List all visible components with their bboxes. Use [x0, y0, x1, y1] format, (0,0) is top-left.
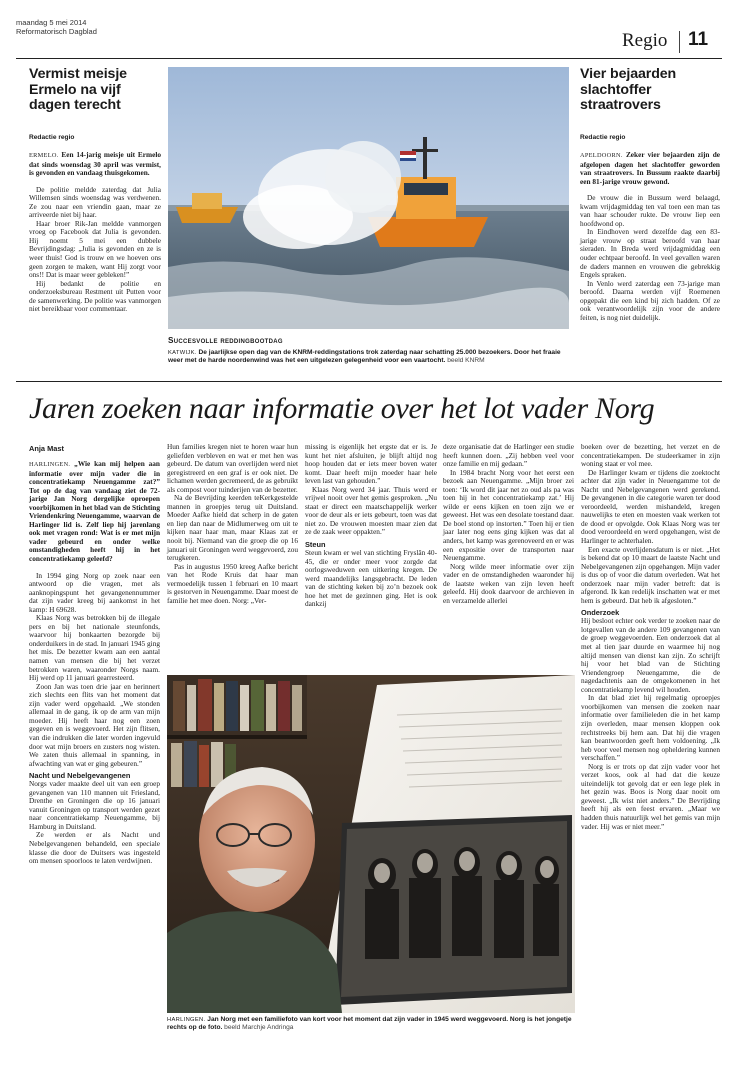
main-paragraph: missing is eigenlijk het ergste dat er is. Je kunt het niet afsluiten, je blijft altijd nog hoop houden dat er iets meer boven water komt. Daar heeft mijn moeder haar hele leven last van gehouden.”	[305, 442, 437, 486]
main-paragraph: Zoon Jan was toen drie jaar en herinnert zich slechts een flits van het moment dat zijn vader werd opgehaald. „We stonden allemaal in de gang, ik op de arm van mijn moeder. Hij heeft haar nog een zoen gegeven en is weggevoerd. Het zijn flitsen, van die indrukken die later worden ingevuld door wat mijn broers en zusters nog wisten. We zaten thuis allemaal in spanning, in afwachting van wat er ging gebeuren.”	[29, 681, 160, 768]
main-paragraph: Norg wilde meer informatie over zijn vader en de omstandigheden waaronder hij de laatste weken van zijn leven heeft geleefd. Hij dook daarvoor de archieven in en verzamelde allerlei	[443, 561, 574, 605]
main-paragraph: In 1994 ging Norg op zoek naar een antwoord op die vragen, met als aanknopingspunt het gevangenennummer dat zijn vader kreeg bij aankomst in het kamp: H 69628.	[29, 570, 160, 614]
top-photo-caption-title: Succesvolle reddingbootdag	[168, 336, 283, 345]
header-rule	[16, 58, 722, 59]
bottom-caption-place: HARLINGEN.	[167, 1017, 206, 1023]
main-place: HARLINGEN.	[29, 461, 71, 468]
main-paragraph: Norg is er trots op dat zijn vader voor het verzet koos, ook al had dat die keuze uiteindelijk tot gevolg dat er een lege plek in het gezin was. Boos is Norg daar nooit om geweest. „Ik wist niet anders.” De Bevrijding heeft hij als een feest ervaren. „Maar we hadden thuis natuurlijk wel het gemis van mijn vader. Hij was er niet meer.”	[581, 761, 720, 831]
issue-date: maandag 5 mei 2014	[16, 18, 87, 27]
right-lead: Zeker vier bejaarden zijn de afgelopen dagen het slachtoffer geworden van straatrovers. In Bussum raakte daarbij een 81-jarige vrouw gewond.	[580, 150, 720, 186]
left-paragraph: De politie meldde zaterdag dat Julia Willemsen sinds woensdag was verdwenen. Ze zou naar een vriendin gaan, maar ze arriveerde niet bij haar.	[29, 184, 161, 220]
subhead-steun: Steun	[305, 540, 326, 550]
main-paragraph: Norgs vader maakte deel uit van een groep gevangenen van 110 mannen uit Friesland, Drenthe en Groningen die op 16 januari vanuit Groningen op transport werden gezet naar concentratiekamp Neuengamme, bij Hamburg in Duitsland.	[29, 779, 160, 831]
right-body	[580, 151, 720, 322]
main-paragraph: deze organisatie dat de Harlinger een studie heeft kunnen doen. „Zij hebben veel voor onze familie en mij gedaan.”	[443, 442, 574, 469]
header-divider	[679, 31, 680, 53]
main-col-5	[581, 443, 720, 831]
main-paragraph: Een exacte overlijdensdatum is er niet. „Het is bekend dat op 10 maart de laatste Nacht und Nebelgevangenen zijn opgehangen. Mijn vader is dus op of voor die datum overleden. Wat het onderzoek naar mijn vader betreft: dat is afgerond. Ik kan redelijk inschatten wat er met hem is gebeurd. Dat heb ik afgesloten.”	[581, 544, 720, 605]
main-paragraph: boeken over de bezetting, het verzet en de concentratiekampen. De studeerkamer in zijn woning staat er vol mee.	[581, 442, 720, 469]
right-byline: Redactie regio	[580, 134, 626, 141]
right-paragraph: In Venlo werd zaterdag een 73-jarige man beroofd. Daarna werden vijf Roemenen opgepakt die een kind bij zich hadden. Of ze ook verantwoordelijk zijn voor de andere feiten, is nog niet duidelijk.	[580, 278, 720, 322]
paper-name: Reformatorisch Dagblad	[16, 27, 97, 36]
main-col-2	[167, 443, 298, 605]
main-headline: Jaren zoeken naar informatie over het lot vader Norg	[29, 392, 655, 425]
section-title: Regio	[622, 30, 668, 51]
main-col-3	[305, 443, 437, 609]
left-headline: Vermist meisje Ermelo na vijf dagen terecht	[29, 66, 127, 113]
right-paragraph: De vrouw die in Bussum werd belaagd, kwam vrijdagmiddag ten val toen een man tas van haar schouder rukte. De vrouw liep een hoofdwond op.	[580, 193, 720, 228]
left-paragraph: Haar broer Rik-Jan meldde vanmorgen vroeg op Facebook dat Julia is gevonden. Hij noemt 5 mei een dubbele Bevrijdingsdag: „Julia is gevonden en ze is weer thuis! God is trouw en we hoeven ons geen zorgen te maken, want Hij zorgt voor ons!! Dat is maar weer gebleken!”	[29, 218, 161, 280]
left-body	[29, 151, 161, 314]
subhead-onderzoek: Onderzoek	[581, 608, 620, 618]
top-caption-text: De jaarlijkse open dag van de KNRM-reddingstations trok zaterdag naar schatting 25.000 bezoekers. Door het fraaie weer met de harde noordenwind was het een uitgelezen gelegenheid voor een vaartocht.	[168, 349, 561, 365]
main-paragraph: Steun kwam er wel van stichting Fryslân 40-45, die er onder meer voor zorgde dat oorlogsweduwen een uitkering kregen. De werd maandelijks langsgebracht. De leden van de stichting keken bij zo’n bezoek ook hoe het met de gezinnen ging. Het is ook dankzij	[305, 548, 437, 609]
main-paragraph: Na de Bevrijding keerden teKerkgestelde mannen in groepjes terug uit Duitsland. Moeder Aafke hield dat scherp in de gaten en liep dan naar de Midlumerweg om uit te kijken naar haar man, maar Klaas zat er nooit bij. Niemand van die groep die op 16 januari uit Groningen werd weggevoerd, zou terugkeren.	[167, 493, 298, 563]
main-paragraph: Hij besloot echter ook verder te zoeken naar de lotgevallen van de andere 109 gevangenen van de groep weggevoerden. Een onderzoek dat al met al tien jaar duurde en waarmee hij nog altijd mensen van dienst kan zijn. Zo schrijft hij voor het blad van de Stichting Vriendengroep Neuengamme, die de nagedachtenis aan de omgekomenen in het concentratiekamp levend wil houden.	[581, 616, 720, 694]
main-col-4	[443, 443, 574, 605]
main-col-1	[29, 460, 160, 866]
main-lead: „Wie kan mij helpen aan informatie over mijn vader die in concentratiekamp Neuengamme zat?” Tot op de dag van vandaag ziet de 72-jarige Jan Norg dergelijke oproepen voorbijkomen in het blad van de Stichting Vriendenkring Neuengamme, waarvan de Harlinger lid is. Zelf liep hij jarenlang ook met vragen rond: Wat is er met mijn vader gebeurd en onder welke omstandigheden heeft hij in het concentratiekamp geleefd?	[29, 459, 160, 564]
left-paragraph: Hij bedankt de politie en onderzoeksbureau Restment uit Putten voor de samenwerking. De politie was vanmorgen niet bereikbaar voor commentaar.	[29, 278, 161, 314]
top-caption-place: KATWIJK.	[168, 350, 197, 356]
top-photo-caption	[168, 349, 569, 366]
right-paragraph: In Eindhoven werd dezelfde dag een 83-jarige vrouw op straat beroofd van haar sieraden. In Breda werd vrijdagmiddag een ouder echtpaar beroofd. In veel gevallen waren de daders mannen en vrouwen die gebrekkig Engels spraken.	[580, 227, 720, 280]
page-number: 11	[688, 29, 709, 50]
left-place: ERMELO.	[29, 152, 59, 159]
main-paragraph: Klaas Norg werd 34 jaar. Thuis werd er vrijwel nooit over het gemis gesproken. „Nu staat er direct een maatschappelijk werker voor de deur als er iets gebeurt, toen was dat niet zo. De vrouwen moesten maar zien dat ze de zaak weer oppakten.”	[305, 484, 437, 537]
subhead-nacht-und-nebel: Nacht und Nebelgevangenen	[29, 771, 131, 781]
main-rule	[16, 381, 722, 382]
bottom-photo-caption	[167, 1016, 575, 1033]
right-place: APELDOORN.	[580, 152, 623, 159]
main-paragraph: Ze werden er als Nacht und Nebelgevangenen behandeld, een speciale klasse die door de Duitsers was ingesteld om mensen spoorloos te laten verdwijnen.	[29, 830, 160, 866]
main-paragraph: In dat blad ziet hij regelmatig oproepjes voorbijkomen van mensen die zoeken naar informatie over familieleden die in het kamp zijn overleden, maar mensen kloppen ook rechtstreeks bij hem aan. Dat hij die vragen kan beantwoorden geeft hem voldoening. „Ik heb voor veel mensen nog opheldering kunnen verschaffen.”	[581, 693, 720, 763]
top-caption-credit: beeld KNRM	[447, 357, 485, 365]
rescue-boat-illustration	[168, 67, 569, 329]
main-paragraph: In 1984 bracht Norg voor het eerst een bezoek aan Neuengamme. „Mijn broer zei toen: ‘Ik word dit jaar net zo oud als pa was toen hij in het concentratiekamp zat.’ Hij wilde er eens kijken en toen zijn we er geweest. Het was een desolate toestand daar. De boel stond op instorten.” Toen hij er tien jaar later nog eens ging kijken was dat al anders, het kamp was gerenoveerd en er was een expositie over de transporten naar Neuengamme.	[443, 467, 574, 563]
left-byline: Redactie regio	[29, 134, 75, 141]
main-paragraph: Hun families kregen niet te horen waar hun geliefden verbleven en wat er met hen was gebeurd. De datum van overlijden werd niet geregistreerd en een graf is er ook niet. De lichamen werden gecremeerd, de as gebruikt als compost voor tuinderijen van de bezetter.	[167, 442, 298, 494]
main-paragraph: De Harlinger kwam er tijdens die zoektocht achter dat zijn vader in Neuengamme tot de Nacht und Nebelgevangenen werd gerekend. De gevangenen in die categorie waren ter dood veroordeeld, werden mishandeld, kregen nauwelijks te eten en moesten vaak werken tot de dood er opvolgde. Ook Klaas Norg was ter dood veroordeeld en werd opgehangen, wist de Harlinger te achterhalen.	[581, 467, 720, 546]
norg-portrait-photo	[167, 675, 575, 1013]
bottom-caption-credit: beeld Marchje Andringa	[224, 1024, 294, 1032]
right-headline: Vier bejaarden slachtoffer straatrovers	[580, 66, 677, 113]
left-lead: Een 14-jarig meisje uit Ermelo dat sinds woensdag 30 april was vermist, is gevonden en vandaag thuisgekomen.	[29, 150, 162, 178]
main-paragraph: Klaas Norg was betrokken bij de illegale pers en bij het nationale steunfonds, waarvoor hij bonkaarten bezorgde bij onderduikers in de stad. In januari 1945 ging het mis. De bezetter kwam aan een aantal namen van mensen die bij het verzet betrokken waren, waaronder Norgs naam. Hij werd op 11 januari gearresteerd.	[29, 613, 160, 683]
portrait-illustration	[167, 675, 575, 1013]
main-paragraph: Pas in augustus 1950 kreeg Aafke bericht van het Rode Kruis dat haar man vermoedelijk tussen 1 februari en 10 maart is gestorven in Neuengamme. Daar moest de familie het mee doen. Norg: „Ver-	[167, 561, 298, 605]
bottom-caption-text: Jan Norg met een familiefoto van kort voor het moment dat zijn vader in 1945 werd weggevoerd. Norg is het jongetje rechts op de foto.	[167, 1016, 572, 1032]
rescue-boat-photo	[168, 67, 569, 329]
main-byline: Anja Mast	[29, 444, 64, 453]
